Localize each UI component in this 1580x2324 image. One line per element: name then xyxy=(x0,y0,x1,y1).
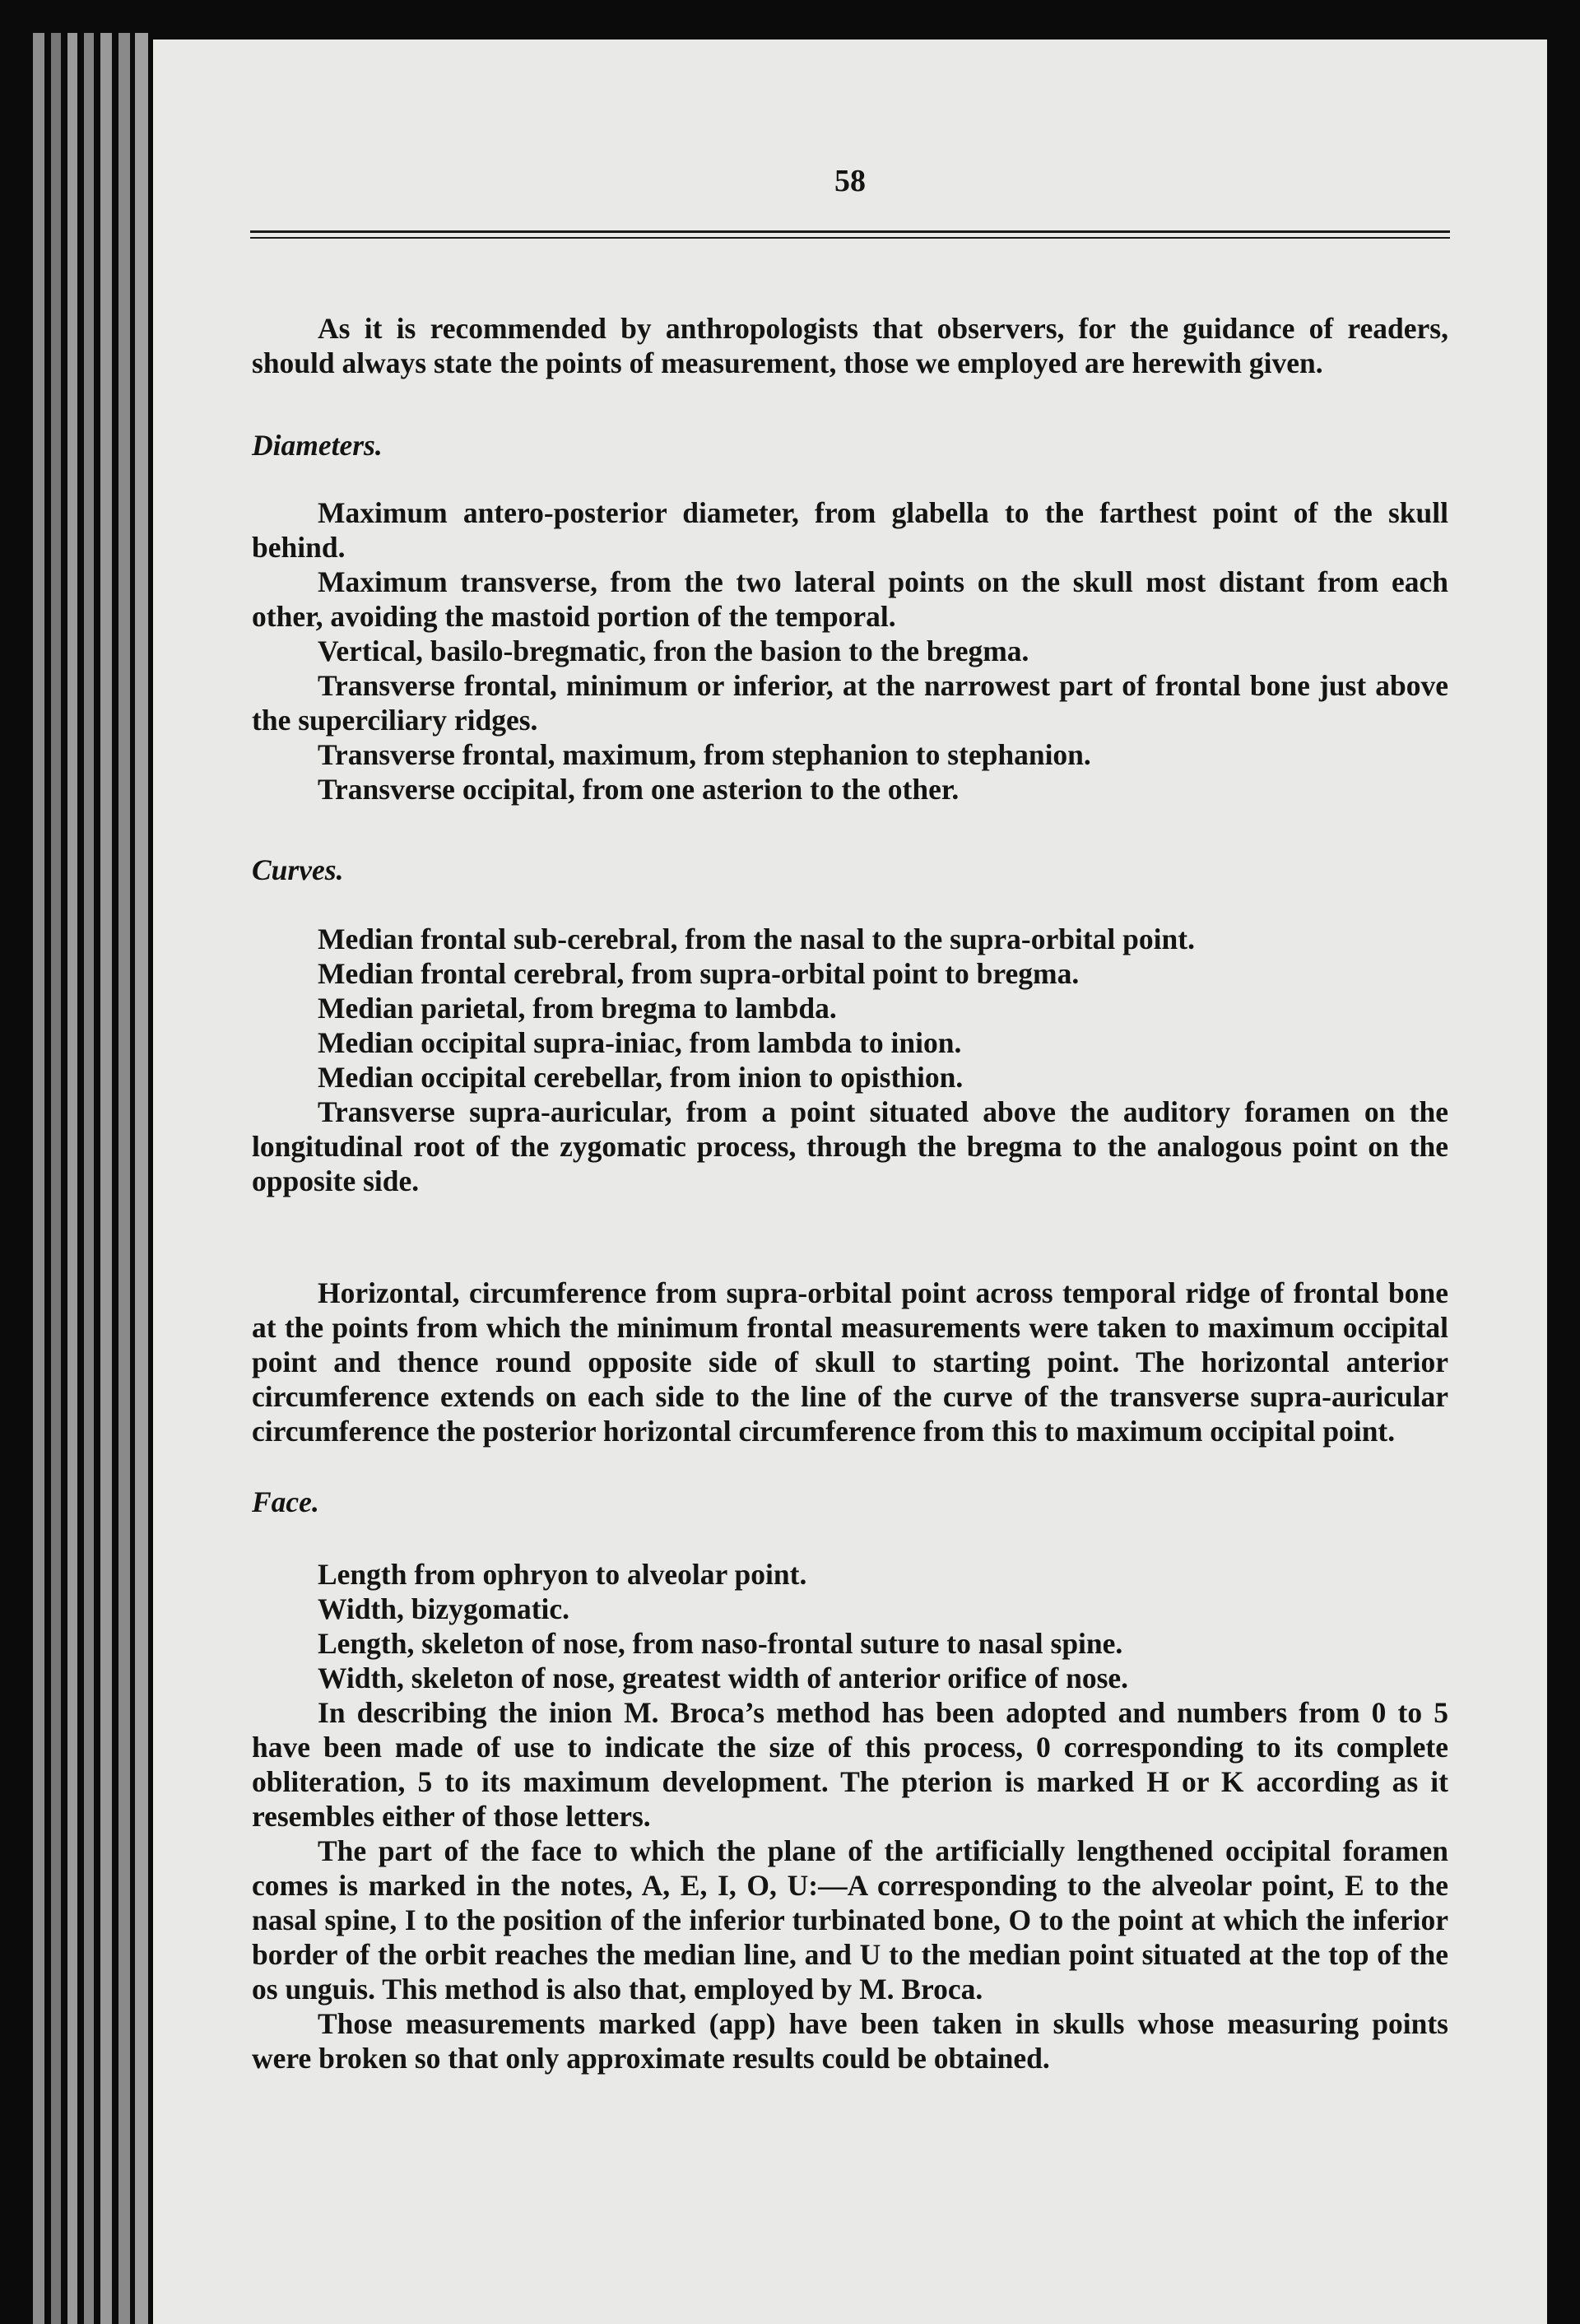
face-item: Length, skeleton of nose, from naso-frontal suture to nasal spine. xyxy=(318,1627,1123,1660)
diameter-item: Transverse occipital, from one asterion to the other. xyxy=(318,773,960,806)
diameter-item: Vertical, basilo-bregmatic, fron the basion to the bregma. xyxy=(318,634,1029,667)
face-item: Width, skeleton of nose, greatest width of anterior orifice of nose. xyxy=(318,1662,1129,1694)
horizontal-paragraph: Horizontal, circumference from supra-orbital point across temporal ridge of frontal bone at the points from which the minimum frontal measurements were taken to maximum occipital point and thence round opposite side of skull to starting point. The horizontal anterior circumference extends on each side to the line of the curve of the transverse supra-auricular circumference the posterior horizontal circumference from this to maximum occipital point. xyxy=(252,1276,1448,1448)
face-item: Width, bizygomatic. xyxy=(318,1592,570,1625)
book-page-edge xyxy=(67,33,77,2324)
curve-item: Median occipital cerebellar, from inion to opisthion. xyxy=(318,1061,964,1094)
intro-paragraph: As it is recommended by anthropologists that observers, for the guidance of readers, should always state the points of measurement, those we employed are herewith given. xyxy=(252,312,1448,379)
face-item: In describing the inion M. Broca’s method has been adopted and numbers from 0 to 5 have been made of use to indicate the size of this process, 0 corresponding to its complete obliteration, 5 to its maximum development. The pterion is marked H or K according as it resembles either of those letters. xyxy=(252,1696,1448,1833)
page-body xyxy=(252,311,1448,2075)
header-rule xyxy=(250,230,1450,233)
curve-item: Median frontal sub-cerebral, from the nasal to the supra-orbital point. xyxy=(318,923,1195,955)
book-page-edge xyxy=(100,33,112,2324)
diameter-item: Maximum transverse, from the two lateral points on the skull most distant from each other, avoiding the mastoid portion of the temporal. xyxy=(252,565,1448,633)
face-item: The part of the face to which the plane of the artificially lengthened occipital foramen comes is marked in the notes, A, E, I, O, U:—A corresponding to the alveolar point, E to the nasal spine, I to the position of the inferior turbinated bone, O to the point at which the inferior border of the orbit reaches the median line, and U to the median point situated at the top of the os unguis. This method is also that, employed by M. Broca. xyxy=(252,1834,1448,2006)
curve-item: Median frontal cerebral, from supra-orbital point to bregma. xyxy=(318,957,1080,990)
section-heading-diameters: Diameters. xyxy=(252,429,383,462)
diameter-item: Transverse frontal, maximum, from stephanion to stephanion. xyxy=(318,738,1091,771)
curve-item: Median parietal, from bregma to lambda. xyxy=(318,992,837,1025)
book-page-edge xyxy=(33,33,44,2324)
diameter-item: Maximum antero-posterior diameter, from glabella to the farthest point of the skull behind. xyxy=(252,496,1448,564)
curve-item: Median occipital supra-iniac, from lambda to inion. xyxy=(318,1026,962,1059)
book-page-edge xyxy=(51,33,61,2324)
book-page-edge xyxy=(135,33,148,2324)
document-page xyxy=(153,40,1547,2324)
header-rule xyxy=(250,237,1450,239)
curve-item: Transverse supra-auricular, from a point situated above the auditory foramen on the longitudinal root of the zygomatic process, through the bregma to the analogous point on the opposite side. xyxy=(252,1095,1448,1197)
face-item: Those measurements marked (app) have been taken in skulls whose measuring points were broken so that only approximate results could be obtained. xyxy=(252,2007,1448,2075)
section-heading-face: Face. xyxy=(252,1485,319,1518)
book-page-edge xyxy=(84,33,94,2324)
page-number: 58 xyxy=(834,164,866,198)
section-heading-curves: Curves. xyxy=(252,853,344,886)
diameter-item: Transverse frontal, minimum or inferior, at the narrowest part of frontal bone just above the superciliary ridges. xyxy=(252,669,1448,737)
face-item: Length from ophryon to alveolar point. xyxy=(318,1558,807,1591)
book-page-edge xyxy=(118,33,130,2324)
